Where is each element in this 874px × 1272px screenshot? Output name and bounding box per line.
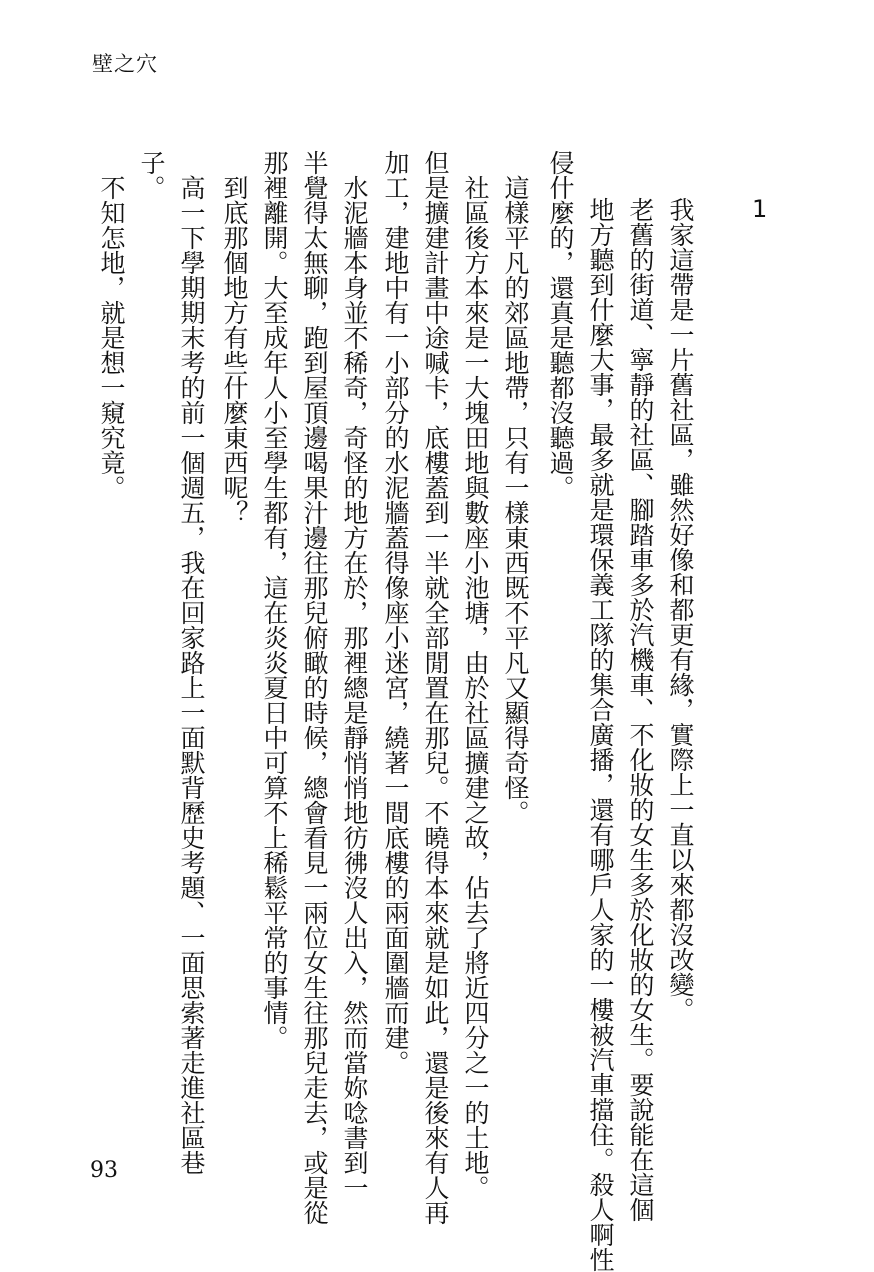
text-column-12: 到底那個地方有些什麼東西呢？ <box>220 150 249 525</box>
text-column-5: 這樣平凡的郊區地帶，只有一樣東西既不平凡又顯得奇怪。 <box>501 150 530 825</box>
text-column-4: 侵什麼的，還真是聽都沒聽過。 <box>546 150 575 500</box>
text-column-7: 但是擴建計畫中途喊卡，底樓蓋到一半就全部閒置在那兒。不曉得本來就是如此，還是後來有人再 <box>421 150 450 1225</box>
text-column-15: 不知怎地，就是想一窺究竟。 <box>97 150 126 500</box>
text-column-6: 社區後方本來是一大塊田地與數座小池塘，由於社區擴建之故，佔去了將近四分之一的土地。 <box>461 150 490 1200</box>
text-column-11: 那裡離開。大至成年人小至學生都有，這在炎炎夏日中可算不上稀鬆平常的事情。 <box>260 150 289 1050</box>
text-column-10: 半覺得太無聊，跑到屋頂邊喝果汁邊往那兒俯瞰的時候，總會看見一兩位女生往那兒走去，或是從 <box>300 150 329 1225</box>
text-column-3: 地方聽到什麼大事，最多就是環保義工隊的集合廣播，還有哪戶人家的一樓被汽車擋住。殺人啊性 <box>586 197 615 1272</box>
page-number: 93 <box>90 1158 118 1183</box>
text-column-2: 老舊的街道、寧靜的社區、腳踏車多於汽機車、不化妝的女生多於化妝的女生。要說能在這個 <box>626 197 655 1222</box>
text-column-8: 加工，建地中有一小部分的水泥牆蓋得像座小迷宮，繞著一間底樓的兩面圍牆而建。 <box>381 150 410 1075</box>
text-column-14: 子。 <box>137 150 166 200</box>
chapter-number: 1 <box>752 195 768 223</box>
running-header-title: 壁之穴 <box>92 52 158 76</box>
text-column-13: 高一下學期期末考的前一個週五，我在回家路上一面默背歷史考題、一面思索著走進社區巷 <box>177 150 206 1175</box>
text-column-1: 我家這帶是一片舊社區，雖然好像和都更有緣，實際上一直以來都沒改變。 <box>666 197 695 1022</box>
text-column-9: 水泥牆本身並不稀奇，奇怪的地方在於，那裡總是靜悄悄地彷彿沒人出入，然而當妳唸書到一 <box>340 150 369 1200</box>
